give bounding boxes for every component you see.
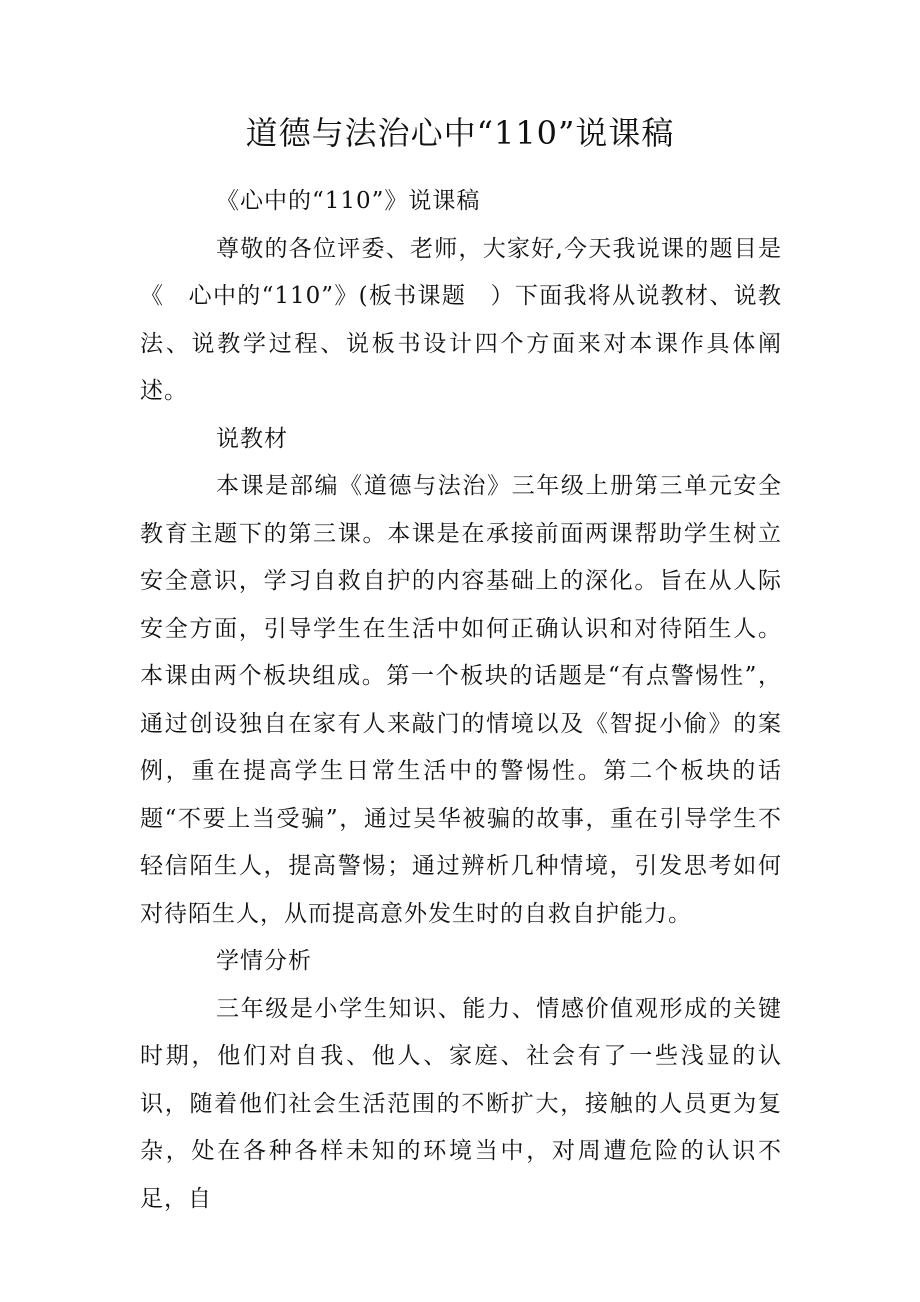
document-title: 道德与法治心中“110”说课稿 [245,114,675,152]
section-heading-student-analysis: 学情分析 [216,948,312,974]
document-body [140,178,782,1223]
paragraph-greeting: 尊敬的各位评委、老师，大家好,今天我说课的题目是《 心中的“110”》(板书课题 ）下面我将从说教材、说教法、说教学过程、说板书设计四个方面来对本课作具体阐述。 [140,235,782,404]
paragraph-subtitle: 《心中的“110”》说课稿 [216,188,481,214]
paragraph-student-analysis: 三年级是小学生知识、能力、情感价值观形成的关键时期，他们对自我、他人、家庭、社会有了一些浅显的认识，随着他们社会生活范围的不断扩大，接触的人员更为复杂，处在各种各样未知的环境当中，对周遭危险的认识不足，自 [140,995,782,1212]
paragraph-textbook: 本课是部编《道德与法治》三年级上册第三单元安全教育主题下的第三课。本课是在承接前面两课帮助学生树立安全意识，学习自救自护的内容基础上的深化。旨在从人际安全方面，引导学生在生活中如何正确认识和对待陌生人。本课由两个板块组成。第一个板块的话题是“有点警惕性”，通过创设独自在家有人来敲门的情境以及《智捉小偷》的案例，重在提高学生日常生活中的警惕性。第二个板块的话题“不要上当受骗”，通过吴华被骗的故事，重在引导学生不轻信陌生人，提高警惕；通过辨析几种情境，引发思考如何对待陌生人，从而提高意外发生时的自救自护能力。 [140,473,782,927]
section-heading-textbook: 说教材 [216,425,288,452]
